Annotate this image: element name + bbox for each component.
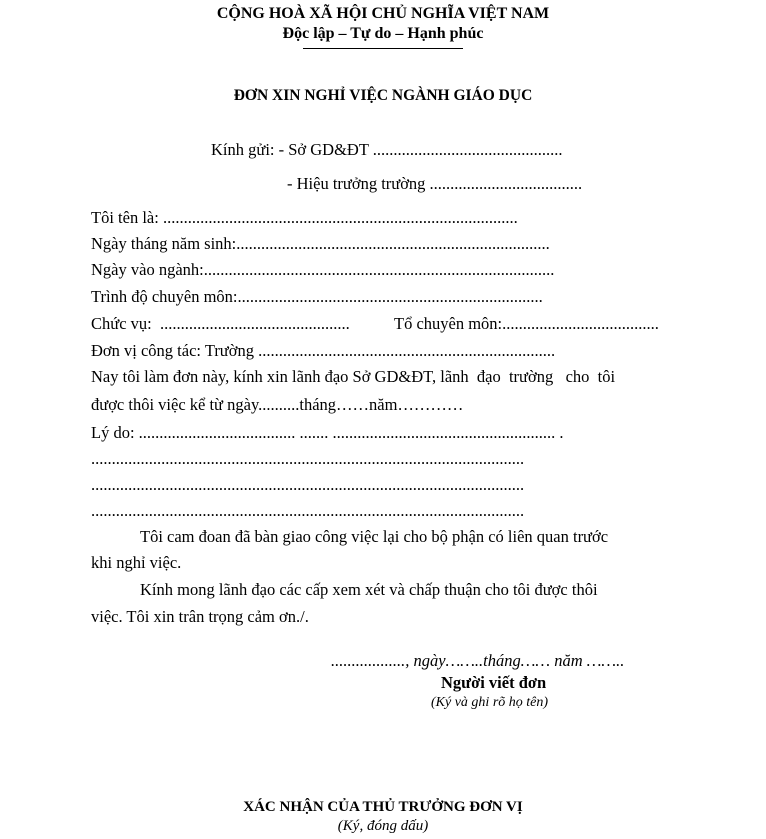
- recipient-line-1: Kính gửi: - Sở GD&ĐT ..............................................: [211, 140, 563, 159]
- field-name: Tôi tên là: ......................................................................................: [91, 208, 518, 227]
- field-birth: Ngày tháng năm sinh:............................................................................: [91, 234, 550, 253]
- reason-dots-1: .........................................................................................................: [91, 449, 525, 468]
- field-qualification: Trình độ chuyên môn:..........................................................................: [91, 287, 543, 306]
- recipient-line-2: - Hiệu trưởng trường .....................................: [287, 174, 583, 193]
- signature-date-line: .................., ngày……..tháng…… năm ……..: [331, 651, 625, 670]
- commitment-line-1: Tôi cam đoan đã bàn giao công việc lại cho bộ phận có liên quan trước: [140, 527, 609, 546]
- motto: Độc lập – Tự do – Hạnh phúc: [282, 25, 484, 42]
- commitment-line-2: khi nghỉ việc.: [91, 553, 182, 572]
- confirmation-note: (Ký, đóng dấu): [337, 818, 429, 834]
- nation-heading: CỘNG HOÀ XÃ HỘI CHỦ NGHĨA VIỆT NAM: [216, 5, 550, 22]
- reason-dots-2: .........................................................................................................: [91, 475, 525, 494]
- field-join-date: Ngày vào ngành:.....................................................................................: [91, 260, 555, 279]
- request-line-2: được thôi việc kể từ ngày..........tháng……năm…………: [91, 395, 464, 414]
- field-department: Tổ chuyên môn:......................................: [394, 314, 659, 333]
- closing-line-1: Kính mong lãnh đạo các cấp xem xét và chấp thuận cho tôi được thôi: [140, 580, 598, 599]
- signature-author: Người viết đơn: [441, 673, 547, 692]
- closing-line-2: việc. Tôi xin trân trọng cảm ơn./.: [91, 607, 309, 626]
- field-reason: Lý do: ...................................... ....... ...................................................... .: [91, 423, 564, 442]
- document-title: ĐƠN XIN NGHỈ VIỆC NGÀNH GIÁO DỤC: [233, 87, 533, 104]
- reason-dots-3: .........................................................................................................: [91, 501, 525, 520]
- motto-underline: [303, 48, 463, 49]
- request-line-1: Nay tôi làm đơn này, kính xin lãnh đạo Sở GD&ĐT, lãnh đạo trường cho tôi: [91, 367, 616, 386]
- field-workplace: Đơn vị công tác: Trường ........................................................................: [91, 341, 556, 360]
- field-position: Chức vụ: ..............................................: [91, 314, 350, 333]
- confirmation-title: XÁC NHẬN CỦA THỦ TRƯỞNG ĐƠN VỊ: [243, 799, 523, 815]
- signature-note: (Ký và ghi rõ họ tên): [431, 695, 549, 710]
